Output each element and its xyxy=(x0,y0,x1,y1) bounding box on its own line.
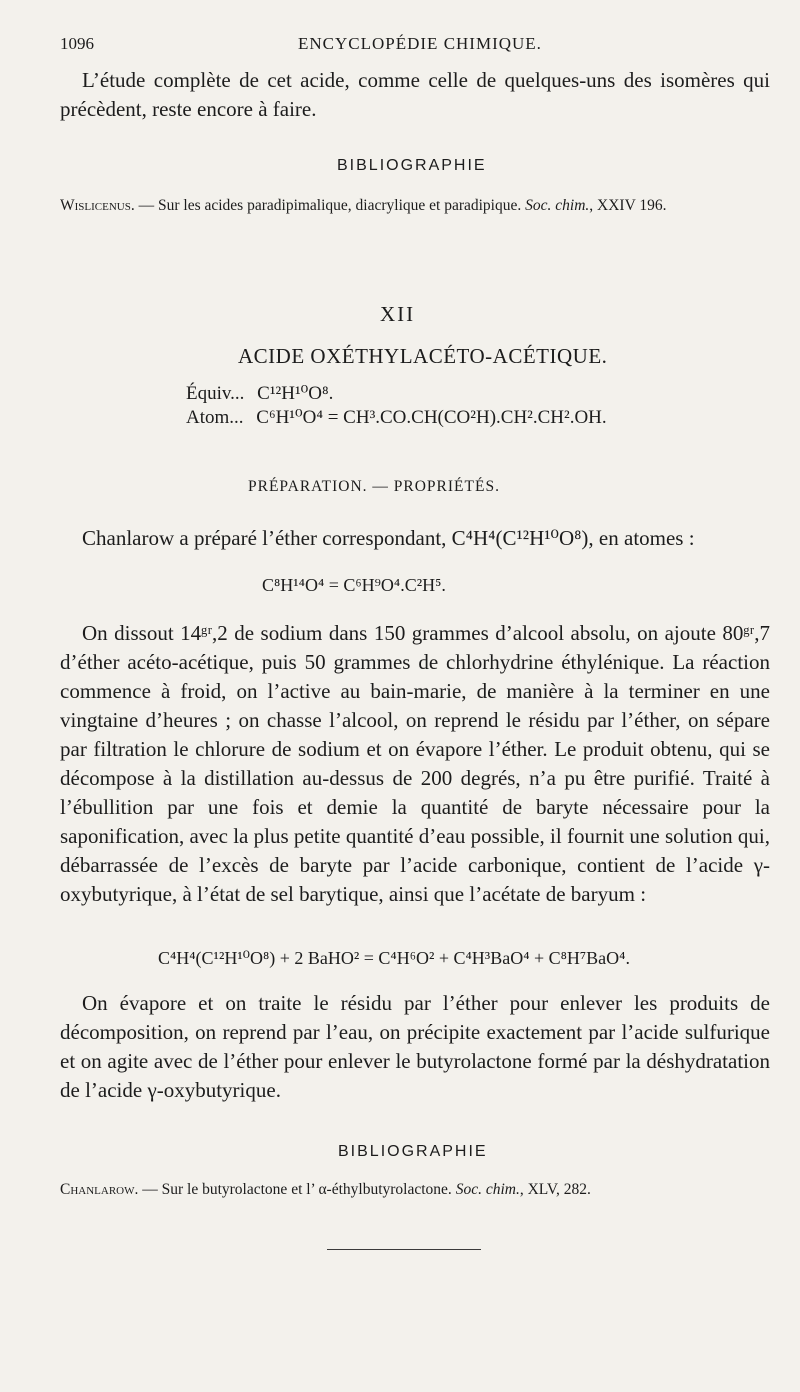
paragraph: On évapore et on traite le résidu par l’éther pour enlever les produits de décomposition, on reprend par l’eau, on précipite exactement par l’acide sulfurique et on agite avec de l’éther pour enlever le butyrolactone formé par la déshydratation de l’acide γ-oxybutyrique. xyxy=(60,991,770,1102)
paragraph: Chanlarow a préparé l’éther correspondant, C⁴H⁴(C¹²H¹⁰O⁸), en atomes : xyxy=(82,526,695,550)
section-heading: PRÉPARATION. — PROPRIÉTÉS. xyxy=(248,478,500,495)
chapter-number: XII xyxy=(380,302,416,326)
chapter-title: ACIDE OXÉTHYLACÉTO-ACÉTIQUE. xyxy=(238,344,608,368)
bibliography-entry xyxy=(60,196,776,216)
atom-label: Atom... xyxy=(186,407,244,428)
bibliography-text: — Sur les acides paradipimalique, diacrylique et paradipique. xyxy=(134,197,526,214)
bibliography-author: Wislicenus. xyxy=(60,197,135,214)
equiv-formula: C¹²H¹⁰O⁸. xyxy=(257,383,334,404)
atom-formula-line xyxy=(186,406,607,429)
equation: C⁴H⁴(C¹²H¹⁰O⁸) + 2 BaHO² = C⁴H⁶O² + C⁴H³BaO⁴ + C⁸H⁷BaO⁴. xyxy=(158,948,630,968)
equation: C⁸H¹⁴O⁴ = C⁶H⁹O⁴.C²H⁵. xyxy=(262,575,446,595)
bibliography-ref: , XLV, 282. xyxy=(519,1181,591,1198)
bibliography-heading: BIBLIOGRAPHIE xyxy=(337,157,487,174)
bibliography-text: — Sur le butyrolactone et l’ α-éthylbutyrolactone. xyxy=(138,1181,456,1198)
equiv-formula-line xyxy=(186,382,333,405)
bibliography-entry xyxy=(60,1180,776,1200)
atom-formula: C⁶H¹⁰O⁴ = CH³.CO.CH(CO²H).CH².CH².OH. xyxy=(256,407,607,428)
intro-paragraph: L’étude complète de cet acide, comme celle de quelques-uns des isomères qui précèdent, reste encore à faire. xyxy=(60,68,770,121)
bibliography-journal: Soc. chim. xyxy=(455,1181,520,1198)
page-number: 1096 xyxy=(60,34,94,53)
bibliography-author: Chanlarow. xyxy=(60,1181,139,1198)
bibliography-journal: Soc. chim. xyxy=(525,197,590,214)
running-title: ENCYCLOPÉDIE CHIMIQUE. xyxy=(298,34,542,53)
bibliography-ref: , XXIV 196. xyxy=(589,197,667,214)
closing-rule xyxy=(327,1249,481,1250)
equiv-label: Équiv... xyxy=(186,383,245,404)
bibliography-heading: BIBLIOGRAPHIE xyxy=(338,1143,488,1160)
paragraph: On dissout 14ᵍʳ,2 de sodium dans 150 grammes d’alcool absolu, on ajoute 80ᵍʳ,7 d’éther acéto-acétique, puis 50 grammes de chlorhydrine éthylénique. La réaction commence à froid, on l’active au bain-marie, de manière à la terminer en une vingtaine d’heures ; on chasse l’alcool, on reprend le résidu par l’éther, on sépare par filtration le chlorure de sodium et on évapore l’éther. Le produit obtenu, qui se décompose à la distillation au-dessus de 200 degrés, n’a pu être purifié. Traité à l’ébullition par une fois et demie la quantité de baryte nécessaire pour la saponification, avec la plus petite quantité d’eau possible, il fournit une solution qui, débarrassée de l’excès de baryte par l’acide carbonique, contient de l’acide γ-oxybutyrique, à l’état de sel barytique, ainsi que l’acétate de baryum : xyxy=(60,621,770,906)
